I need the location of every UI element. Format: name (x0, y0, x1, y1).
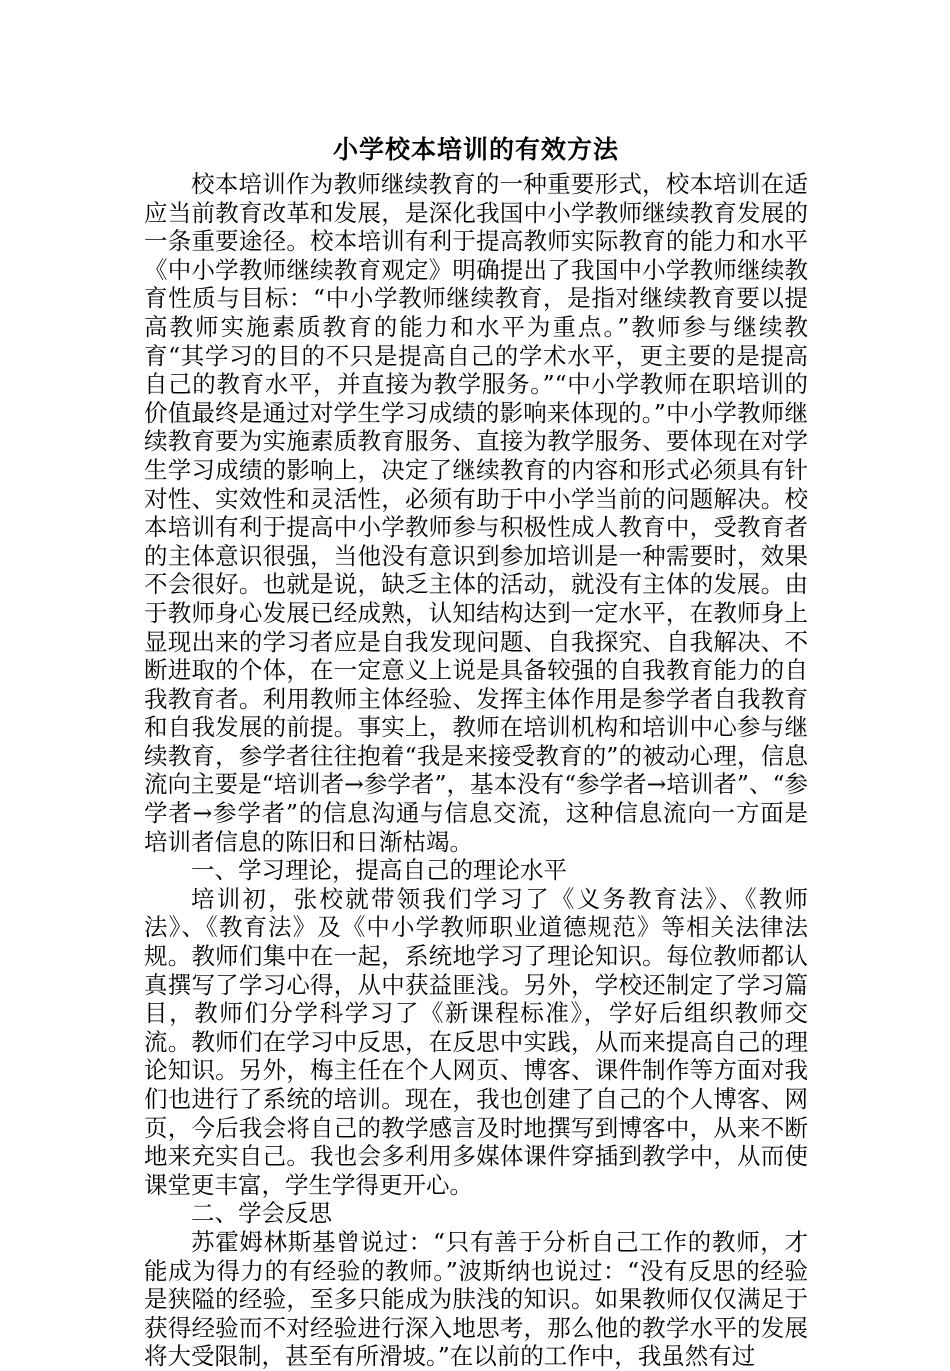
section-1-paragraph: 培训初，张校就带领我们学习了《义务教育法》、《教师法》、《教育法》及《中小学教师职业道德规范》等相关法律法规。教师们集中在一起，系统地学习了理论知识。每位教师都认真撰写了学习心得，从中获益匪浅。另外，学校还制定了学习篇目，教师们分学科学习了《新课程标准》，学好后组织教师交流。教师们在学习中反思，在反思中实践，从而来提高自己的理论知识。另外，梅主任在个人网页、博客、课件制作等方面对我们也进行了系统的培训。现在，我也创建了自己的个人博客、网页，今后我会将自己的教学感言及时地撰写到博客中，从来不断地来充实自己。我也会多利用多媒体课件穿插到教学中，从而使课堂更丰富，学生学得更开心。 (144, 884, 808, 1199)
section-heading-1: 一、学习理论，提高自己的理论水平 (191, 856, 567, 885)
section-heading-2: 二、学会反思 (191, 1199, 332, 1228)
section-2-paragraph: 苏霍姆林斯基曾说过：“只有善于分析自己工作的教师，才能成为得力的有经验的教师。”波斯纳也说过：“没有反思的经验是狭隘的经验，至多只能成为肤浅的知识。如果教师仅仅满足于获得经验而不对经验进行深入地思考，那么他的教学水平的发展将大受限制，甚至有所滑坡。”在以前的工作中，我虽然有过 (144, 1227, 808, 1371)
document-page (144, 130, 808, 1371)
intro-paragraph: 校本培训作为教师继续教育的一种重要形式，校本培训在适应当前教育改革和发展，是深化我国中小学教师继续教育发展的一条重要途径。校本培训有利于提高教师实际教育的能力和水平《中小学教师继续教育观定》明确提出了我国中小学教师继续教育性质与目标：“中小学教师继续教育，是指对继续教育要以提高教师实施素质教育的能力和水平为重点。”教师参与继续教育“其学习的目的不只是提高自己的学术水平，更主要的是提高自己的教育水平，并直接为教学服务。”“中小学教师在职培训的价值最终是通过对学生学习成绩的影响来体现的。”中小学教师继续教育要为实施素质教育服务、直接为教学服务、要体现在对学生学习成绩的影响上，决定了继续教育的内容和形式必须具有针对性、实效性和灵活性，必须有助于中小学当前的问题解决。校本培训有利于提高中小学教师参与积极性成人教育中，受教育者的主体意识很强，当他没有意识到参加培训是一种需要时，效果不会很好。也就是说，缺乏主体的活动，就没有主体的发展。由于教师身心发展已经成熟，认知结构达到一定水平，在教师身上显现出来的学习者应是自我发现问题、自我探究、自我解决、不断进取的个体，在一定意义上说是具备较强的自我教育能力的自我教育者。利用教师主体经验、发挥主体作用是参学者自我教育和自我发展的前提。事实上，教师在培训机构和培训中心参与继续教育，参学者往往抱着“我是来接受教育的”的被动心理，信息流向主要是“培训者→参学者”，基本没有“参学者→培训者”、“参学者→参学者”的信息沟通与信息交流，这种信息流向一方面是培训者信息的陈旧和日渐枯竭。 (144, 170, 808, 856)
document-title: 小学校本培训的有效方法 (332, 135, 619, 164)
